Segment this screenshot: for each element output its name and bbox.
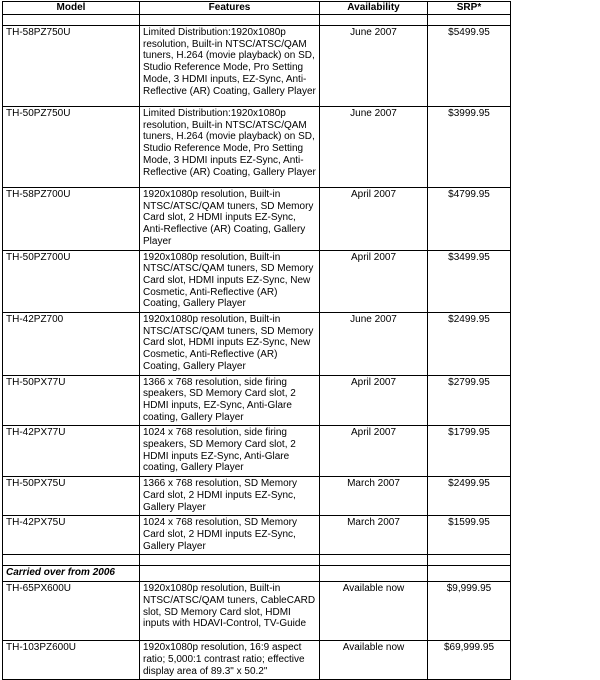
features-cell: Limited Distribution:1920x1080p resolution, Built-in NTSC/ATSC/QAM tuners, H.264 (movie playback) on SD, Studio Reference Mode, Pro Setting Mode, 3 HDMI inputs, EZ-Sync, Anti-Reflective (AR) Coating, Gallery Player [140, 26, 320, 107]
availability-cell: April 2007 [320, 188, 428, 251]
features-cell: 1920x1080p resolution, Built-in NTSC/ATSC/QAM tuners, CableCARD slot, SD Memory Card slot, HDMI inputs with HDAVI-Control, TV-Guide [140, 582, 320, 641]
features-cell: 1366 x 768 resolution, SD Memory Card slot, 2 HDMI inputs EZ-Sync, Gallery Player [140, 477, 320, 516]
features-cell: Limited Distribution:1920x1080p resolution, Built-in NTSC/ATSC/QAM tuners, H.264 (movie playback) on SD, Studio Reference Mode, Pro Setting Mode, 3 HDMI inputs EZ-Sync, Anti-Reflective (AR) Coating, Gallery Player [140, 107, 320, 188]
model-cell: TH-42PX75U [3, 516, 140, 555]
table-row [3, 582, 511, 641]
features-cell: 1920x1080p resolution, 16:9 aspect ratio; 5,000:1 contrast ratio; effective display area of 89.3" x 50.2" [140, 641, 320, 680]
availability-cell: June 2007 [320, 107, 428, 188]
availability-cell: Available now [320, 582, 428, 641]
model-cell: TH-50PZ750U [3, 107, 140, 188]
header-availability: Availability [320, 2, 428, 15]
spacer-row [3, 15, 511, 26]
srp-cell: $4799.95 [428, 188, 511, 251]
table-row [3, 26, 511, 107]
table-row [3, 477, 511, 516]
features-cell: 1920x1080p resolution, Built-in NTSC/ATSC/QAM tuners, SD Memory Card slot, HDMI inputs EZ-Sync, New Cosmetic, Anti-Reflective (AR) Coating, Gallery Player [140, 250, 320, 313]
section-row [3, 566, 511, 582]
availability-cell: June 2007 [320, 26, 428, 107]
model-cell: TH-50PX75U [3, 477, 140, 516]
srp-cell: $3999.95 [428, 107, 511, 188]
table-row [3, 516, 511, 555]
features-cell: 1024 x 768 resolution, side firing speakers, SD Memory Card slot, 2 HDMI inputs EZ-Sync, Anti-Glare coating, Gallery Player [140, 426, 320, 477]
table-row [3, 426, 511, 477]
features-cell: 1366 x 768 resolution, side firing speakers, SD Memory Card slot, 2 HDMI inputs, EZ-Sync, Anti-Glare coating, Gallery Player [140, 375, 320, 426]
table-row [3, 250, 511, 313]
model-cell: TH-50PX77U [3, 375, 140, 426]
spacer-row [3, 555, 511, 566]
srp-cell: $1599.95 [428, 516, 511, 555]
availability-cell: Available now [320, 641, 428, 680]
availability-cell: April 2007 [320, 426, 428, 477]
srp-cell: $2499.95 [428, 313, 511, 376]
header-row [3, 2, 511, 15]
table-row [3, 107, 511, 188]
header-features: Features [140, 2, 320, 15]
table-row [3, 313, 511, 376]
srp-cell: $69,999.95 [428, 641, 511, 680]
availability-cell: March 2007 [320, 477, 428, 516]
section-label: Carried over from 2006 [3, 566, 140, 582]
model-cell: TH-58PZ750U [3, 26, 140, 107]
availability-cell: March 2007 [320, 516, 428, 555]
table-row [3, 188, 511, 251]
product-spec-table [2, 1, 511, 680]
availability-cell: April 2007 [320, 375, 428, 426]
srp-cell: $3499.95 [428, 250, 511, 313]
model-cell: TH-50PZ700U [3, 250, 140, 313]
header-srp: SRP* [428, 2, 511, 15]
model-cell: TH-42PZ700 [3, 313, 140, 376]
srp-cell: $1799.95 [428, 426, 511, 477]
srp-cell: $2499.95 [428, 477, 511, 516]
availability-cell: April 2007 [320, 250, 428, 313]
srp-cell: $2799.95 [428, 375, 511, 426]
features-cell: 1024 x 768 resolution, SD Memory Card slot, 2 HDMI inputs EZ-Sync, Gallery Player [140, 516, 320, 555]
srp-cell: $9,999.95 [428, 582, 511, 641]
table-row [3, 375, 511, 426]
model-cell: TH-103PZ600U [3, 641, 140, 680]
model-cell: TH-65PX600U [3, 582, 140, 641]
header-model: Model [3, 2, 140, 15]
srp-cell: $5499.95 [428, 26, 511, 107]
availability-cell: June 2007 [320, 313, 428, 376]
model-cell: TH-42PX77U [3, 426, 140, 477]
features-cell: 1920x1080p resolution, Built-in NTSC/ATSC/QAM tuners, SD Memory Card slot, HDMI inputs EZ-Sync, New Cosmetic, Anti-Reflective (AR) Coating, Gallery Player [140, 313, 320, 376]
model-cell: TH-58PZ700U [3, 188, 140, 251]
features-cell: 1920x1080p resolution, Built-in NTSC/ATSC/QAM tuners, SD Memory Card slot, 2 HDMI inputs EZ-Sync, Anti-Reflective (AR) Coating, Gallery Player [140, 188, 320, 251]
table-row [3, 641, 511, 680]
